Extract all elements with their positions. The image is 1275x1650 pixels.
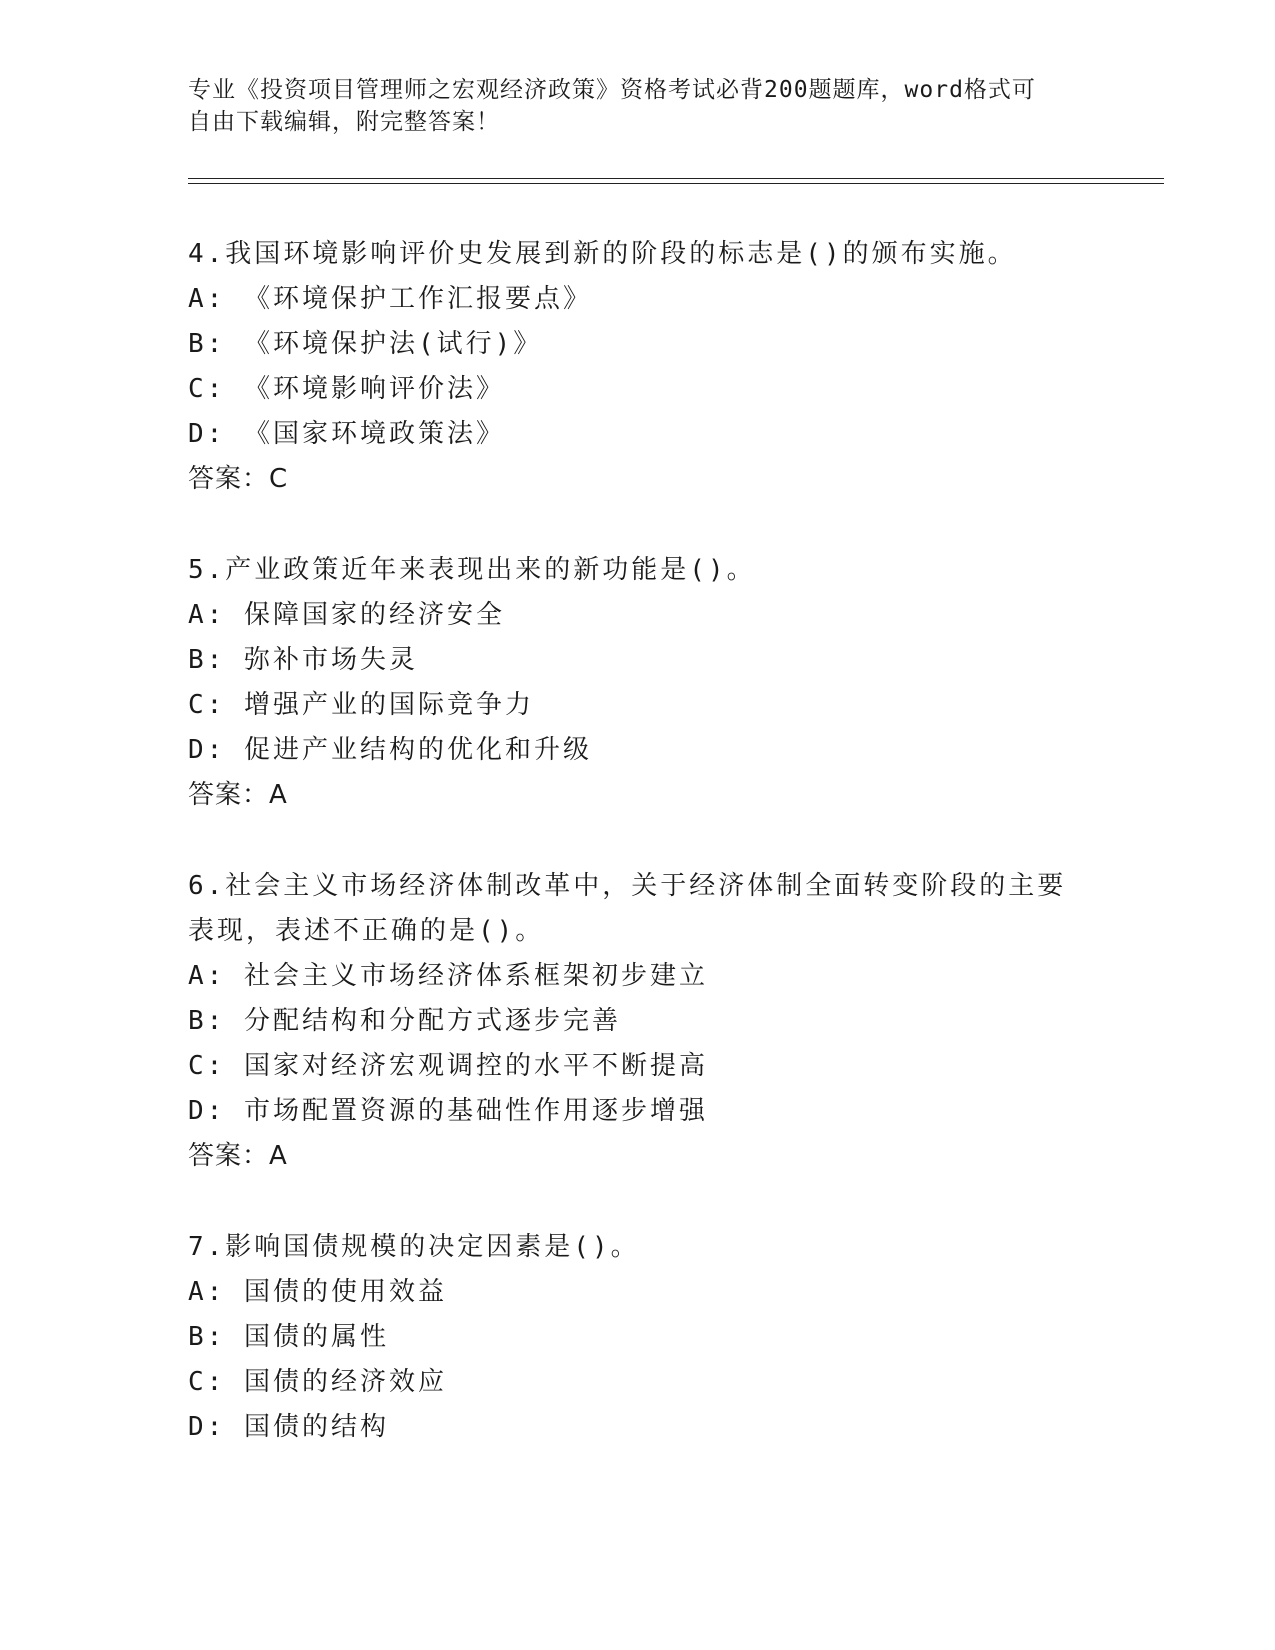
option-a: A: 保障国家的经济安全 <box>188 600 505 630</box>
option-d: D: 促进产业结构的优化和升级 <box>188 735 592 765</box>
option-c: C: 增强产业的国际竞争力 <box>188 690 534 720</box>
option-d: D: 国债的结构 <box>188 1412 389 1442</box>
question-6 <box>188 864 1088 1179</box>
option-b: B: 《环境保护法(试行)》 <box>188 329 543 359</box>
option-a: A: 《环境保护工作汇报要点》 <box>188 284 592 314</box>
answer: 答案：A <box>188 780 288 810</box>
header-line-2: 自由下载编辑，附完整答案！ <box>188 109 500 135</box>
option-d: D: 市场配置资源的基础性作用逐步增强 <box>188 1096 708 1126</box>
option-a: A: 国债的使用效益 <box>188 1277 447 1307</box>
header-divider-top <box>188 178 1164 179</box>
answer: 答案：A <box>188 1141 288 1171</box>
header-line-1: 专业《投资项目管理师之宏观经济政策》资格考试必背200题题库，word格式可 <box>188 77 1036 103</box>
document-header <box>188 74 1088 138</box>
question-stem-line-2: 表现，表述不正确的是()。 <box>188 916 545 946</box>
question-stem: 4.我国环境影响评价史发展到新的阶段的标志是()的颁布实施。 <box>188 239 1017 269</box>
option-c: C: 国债的经济效应 <box>188 1367 447 1397</box>
question-5 <box>188 548 1088 818</box>
question-stem: 5.产业政策近年来表现出来的新功能是()。 <box>188 555 756 585</box>
option-b: B: 分配结构和分配方式逐步完善 <box>188 1006 621 1036</box>
option-c: C: 国家对经济宏观调控的水平不断提高 <box>188 1051 708 1081</box>
header-divider-bottom <box>188 183 1164 184</box>
answer: 答案：C <box>188 464 289 494</box>
option-d: D: 《国家环境政策法》 <box>188 419 505 449</box>
option-b: B: 国债的属性 <box>188 1322 389 1352</box>
option-c: C: 《环境影响评价法》 <box>188 374 505 404</box>
question-stem: 7.影响国债规模的决定因素是()。 <box>188 1232 640 1262</box>
option-a: A: 社会主义市场经济体系框架初步建立 <box>188 961 708 991</box>
question-7 <box>188 1225 1088 1450</box>
option-b: B: 弥补市场失灵 <box>188 645 418 675</box>
question-list <box>188 232 1088 1496</box>
question-stem-line-1: 6.社会主义市场经济体制改革中，关于经济体制全面转变阶段的主要 <box>188 871 1067 901</box>
question-4 <box>188 232 1088 502</box>
